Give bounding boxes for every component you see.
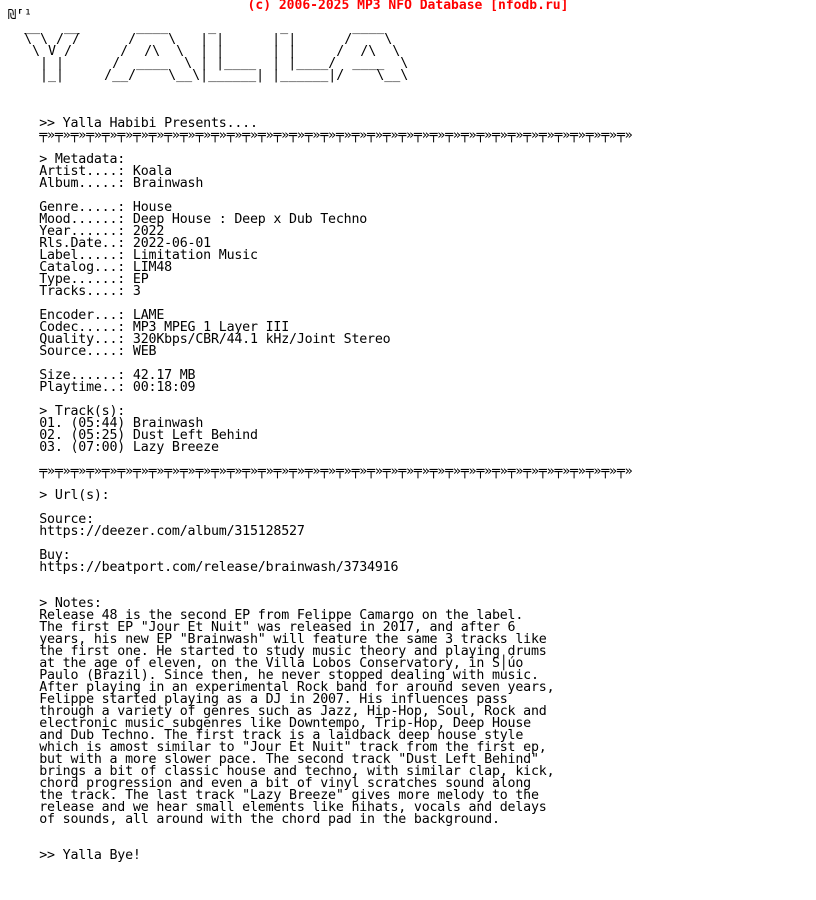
metadata-artist: Artist....: Koala <box>39 164 172 179</box>
metadata-encoder: Encoder...: LAME <box>39 308 165 323</box>
tracklist-heading: > Track(s): <box>39 404 126 419</box>
notes-line: years, his new EP "Brainwash" will feature the same 3 tracks like <box>39 632 547 647</box>
buy-label: Buy: <box>39 548 71 563</box>
metadata-genre: Genre.....: House <box>39 200 172 215</box>
notes-line: the first one. He started to study music theory and playing drums <box>39 644 547 659</box>
notes-line: After playing in an experimental Rock band for around seven years, <box>39 680 555 695</box>
notes-line: and Dub Techno. The first track is a laidback deep house style <box>39 728 524 743</box>
source-label: Source: <box>39 512 94 527</box>
notes-line: which is amost similar to "Jour Et Nuit" track from the first ep, <box>39 740 547 755</box>
source-url[interactable]: https://deezer.com/album/315128527 <box>39 524 305 539</box>
metadata-mood: Mood......: Deep House : Deep x Dub Techno <box>39 212 368 227</box>
ascii-logo-line: |_| /__/ \__\|______| |______|/ \__\ <box>8 68 409 83</box>
urls-heading: > Url(s): <box>39 488 110 503</box>
metadata-playtime: Playtime..: 00:18:09 <box>39 380 196 395</box>
track-item: 02. (05:25) Dust Left Behind <box>39 428 258 443</box>
metadata-heading: > Metadata: <box>39 152 126 167</box>
notes-line: The first EP "Jour Et Nuit" was released in 2017, and after 6 <box>39 620 516 635</box>
notes-line: through a variety of genres such as Jazz, Hip-Hop, Soul, Rock and <box>39 704 547 719</box>
notes-line: electronic music subgenres like Downtempo, Trip-Hop, Deep House <box>39 716 531 731</box>
metadata-size: Size......: 42.17 MB <box>39 368 196 383</box>
notes-line: brings a bit of classic house and techno, with similar clap, kick, <box>39 764 555 779</box>
notes-line: release and we hear small elements like hihats, vocals and delays <box>39 800 547 815</box>
ascii-logo-line: \ \ / / / \ | | | | / \ <box>8 32 393 47</box>
metadata-release-date: Rls.Date..: 2022-06-01 <box>39 236 211 251</box>
notes-line: Paulo (Brazil). Since then, he never stopped dealing with music. <box>39 668 539 683</box>
notes-heading: > Notes: <box>39 596 102 611</box>
nfo-document <box>8 10 632 862</box>
logo-mark: ₪⸢¹ <box>8 8 33 23</box>
metadata-catalog: Catalog...: LIM48 <box>39 260 172 275</box>
intro-line: >> Yalla Habibi Presents.... <box>39 116 258 131</box>
metadata-tracks: Tracks....: 3 <box>39 284 141 299</box>
metadata-type: Type......: EP <box>39 272 149 287</box>
track-item: 03. (07:00) Lazy Breeze <box>39 440 219 455</box>
metadata-album: Album.....: Brainwash <box>39 176 204 191</box>
notes-line: the track. The last track "Lazy Breeze" gives more melody to the <box>39 788 539 803</box>
notes-line: but with a more slower pace. The second track "Dust Left Behind" <box>39 752 539 767</box>
notes-line: at the age of eleven, on the Villa Lobos Conservatory, in S│úo <box>39 656 524 671</box>
ascii-logo-line: __ __ ____ _ _ ____ <box>8 20 385 35</box>
divider-top: ╤»╤»╤»╤»╤»╤»╤»╤»╤»╤»╤»╤»╤»╤»╤»╤»╤»╤»╤»╤»╤»╤»╤»╤»╤»╤»╤»╤»╤»╤»╤»╤»╤»╤»╤»╤»╤»╤» <box>39 128 633 143</box>
metadata-codec: Codec.....: MP3 MPEG 1 Layer III <box>39 320 290 335</box>
nfodb-copyright-header: (c) 2006-2025 MP3 NFO Database [nfodb.ru] <box>247 0 569 13</box>
outro-line: >> Yalla Bye! <box>39 848 141 863</box>
notes-line: of sounds, all around with the chord pad in the background. <box>39 812 500 827</box>
buy-url[interactable]: https://beatport.com/release/brainwash/3734916 <box>39 560 399 575</box>
ascii-logo-line: \ V / / /\ \ | | | | / /\ \ <box>8 44 401 59</box>
ascii-logo-line: | | / ____ \ | |____ | |____/ ____ \ <box>8 56 409 71</box>
track-item: 01. (05:44) Brainwash <box>39 416 204 431</box>
notes-line: Felippe started playing as a DJ in 2007. His influences pass <box>39 692 508 707</box>
metadata-year: Year......: 2022 <box>39 224 165 239</box>
metadata-label: Label.....: Limitation Music <box>39 248 258 263</box>
metadata-source: Source....: WEB <box>39 344 157 359</box>
notes-line: chord progression and even a bit of vinyl scratches sound along <box>39 776 531 791</box>
notes-line: Release 48 is the second EP from Felippe Camargo on the label. <box>39 608 524 623</box>
divider-bottom: ╤»╤»╤»╤»╤»╤»╤»╤»╤»╤»╤»╤»╤»╤»╤»╤»╤»╤»╤»╤»╤»╤»╤»╤»╤»╤»╤»╤»╤»╤»╤»╤»╤»╤»╤»╤»╤»╤» <box>39 464 633 479</box>
metadata-quality: Quality...: 320Kbps/CBR/44.1 kHz/Joint Stereo <box>39 332 391 347</box>
